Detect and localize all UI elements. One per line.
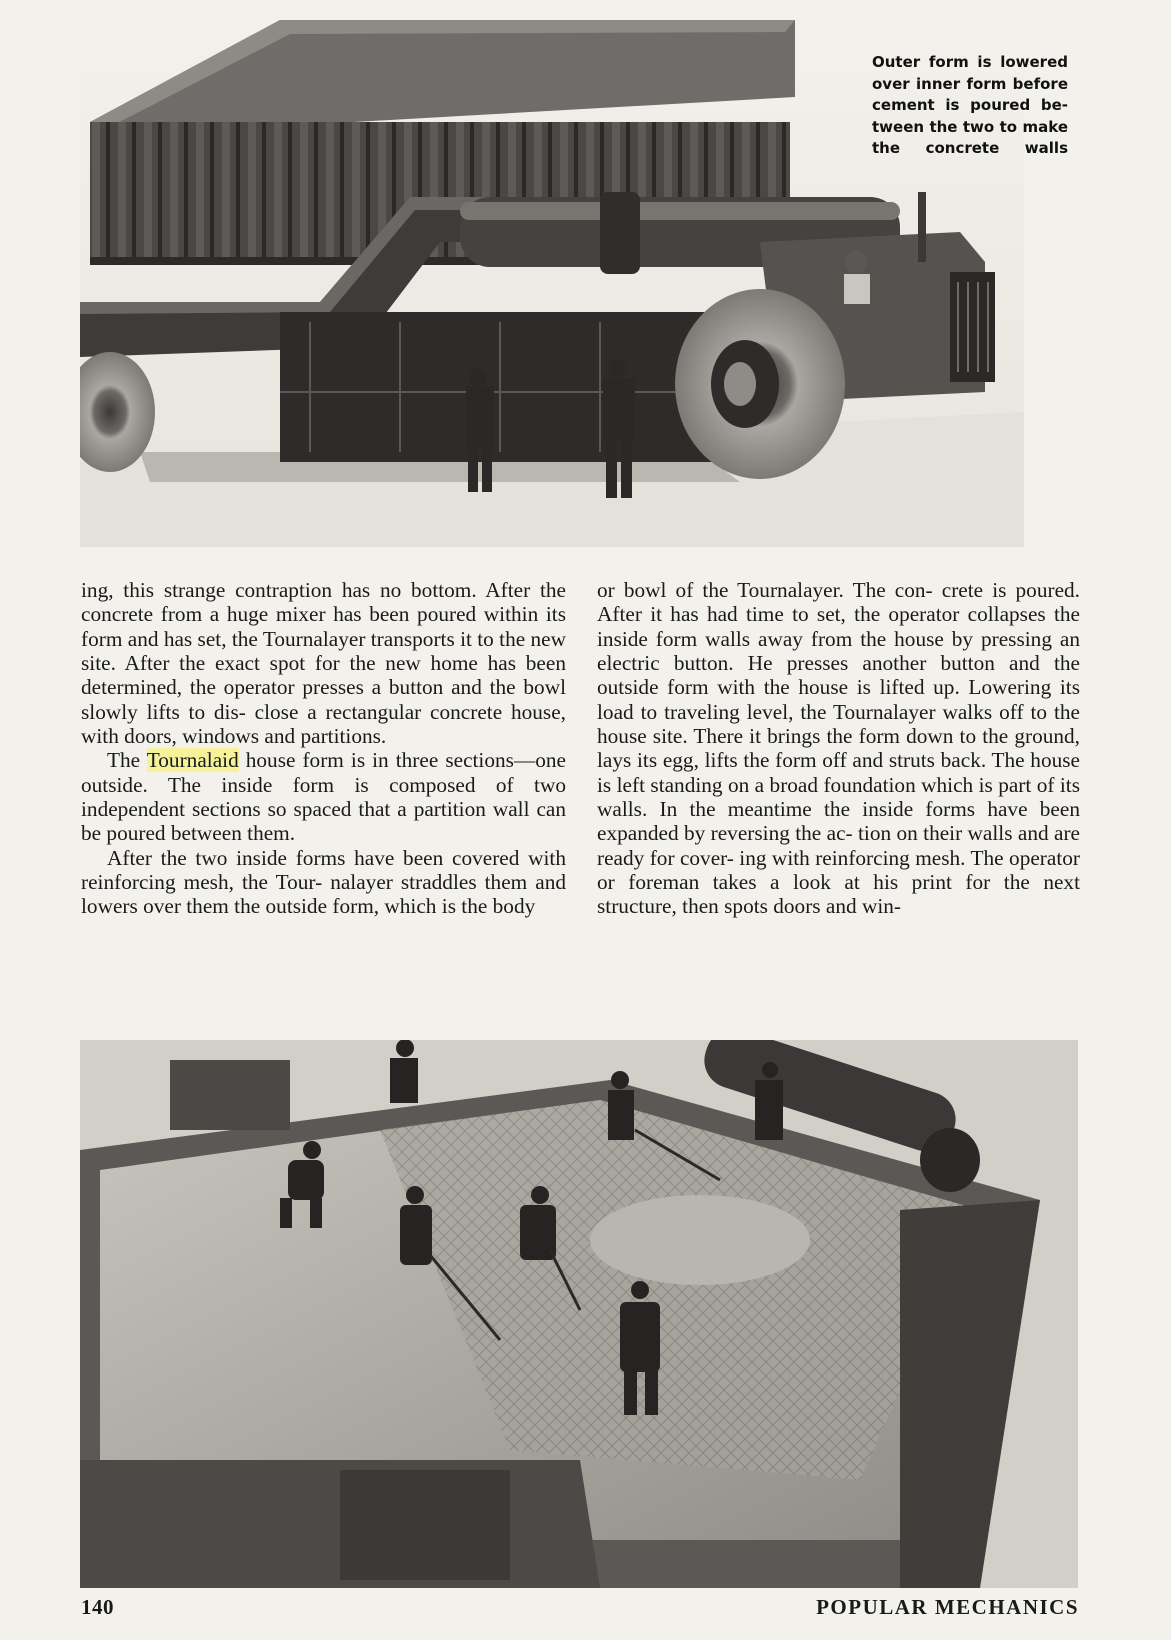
paragraph: or bowl of the Tournalayer. The con- crete is poured. After it has had time to set, the operator collapses the inside form walls away from the house by pressing an electric button. He presses another button and the outside form with the house is lifted up. Lowering its load to traveling level, the Tournalayer walks off to the house site. There it brings the form down to the ground, lays its egg, lifts the form off and struts back. The house is left standing on a broad foundation which is part of its walls. In the meantime the inside forms have been expanded by reversing the ac- tion on their walls and are ready for cover- ing with reinforcing mesh. The operator or foreman takes a look at his print for the next structure, then spots doors and win- xyxy=(597,578,1080,919)
paragraph: ing, this strange contraption has no bottom. After the concrete from a huge mixer has been poured within its form and has set, the Tournalayer transports it to the new site. After the exact spot for the new home has been determined, the operator presses a button and the bowl slowly lifts to dis- close a rectangular concrete house, with doors, windows and partitions. xyxy=(81,578,566,749)
article-column-right xyxy=(597,578,1080,919)
concrete-pour-photo xyxy=(80,1040,1078,1588)
top-photo-caption: Outer form is lowered over inner form before cement is poured be- tween the two to make the concrete walls xyxy=(872,53,1068,158)
page-number: 140 xyxy=(81,1595,114,1619)
highlighted-term: Tournalaid xyxy=(146,748,239,773)
paragraph: After the two inside forms have been covered with reinforcing mesh, the Tour- nalayer straddles them and lowers over them the outside form, which is the body xyxy=(81,845,566,919)
paragraph: The Tournalaid house form is in three sections—one outside. The inside form is composed of two independent sections so spaced that a partition wall can be poured between them. xyxy=(81,748,566,846)
article-column-left xyxy=(81,578,566,919)
magazine-name: POPULAR MECHANICS xyxy=(816,1595,1079,1619)
